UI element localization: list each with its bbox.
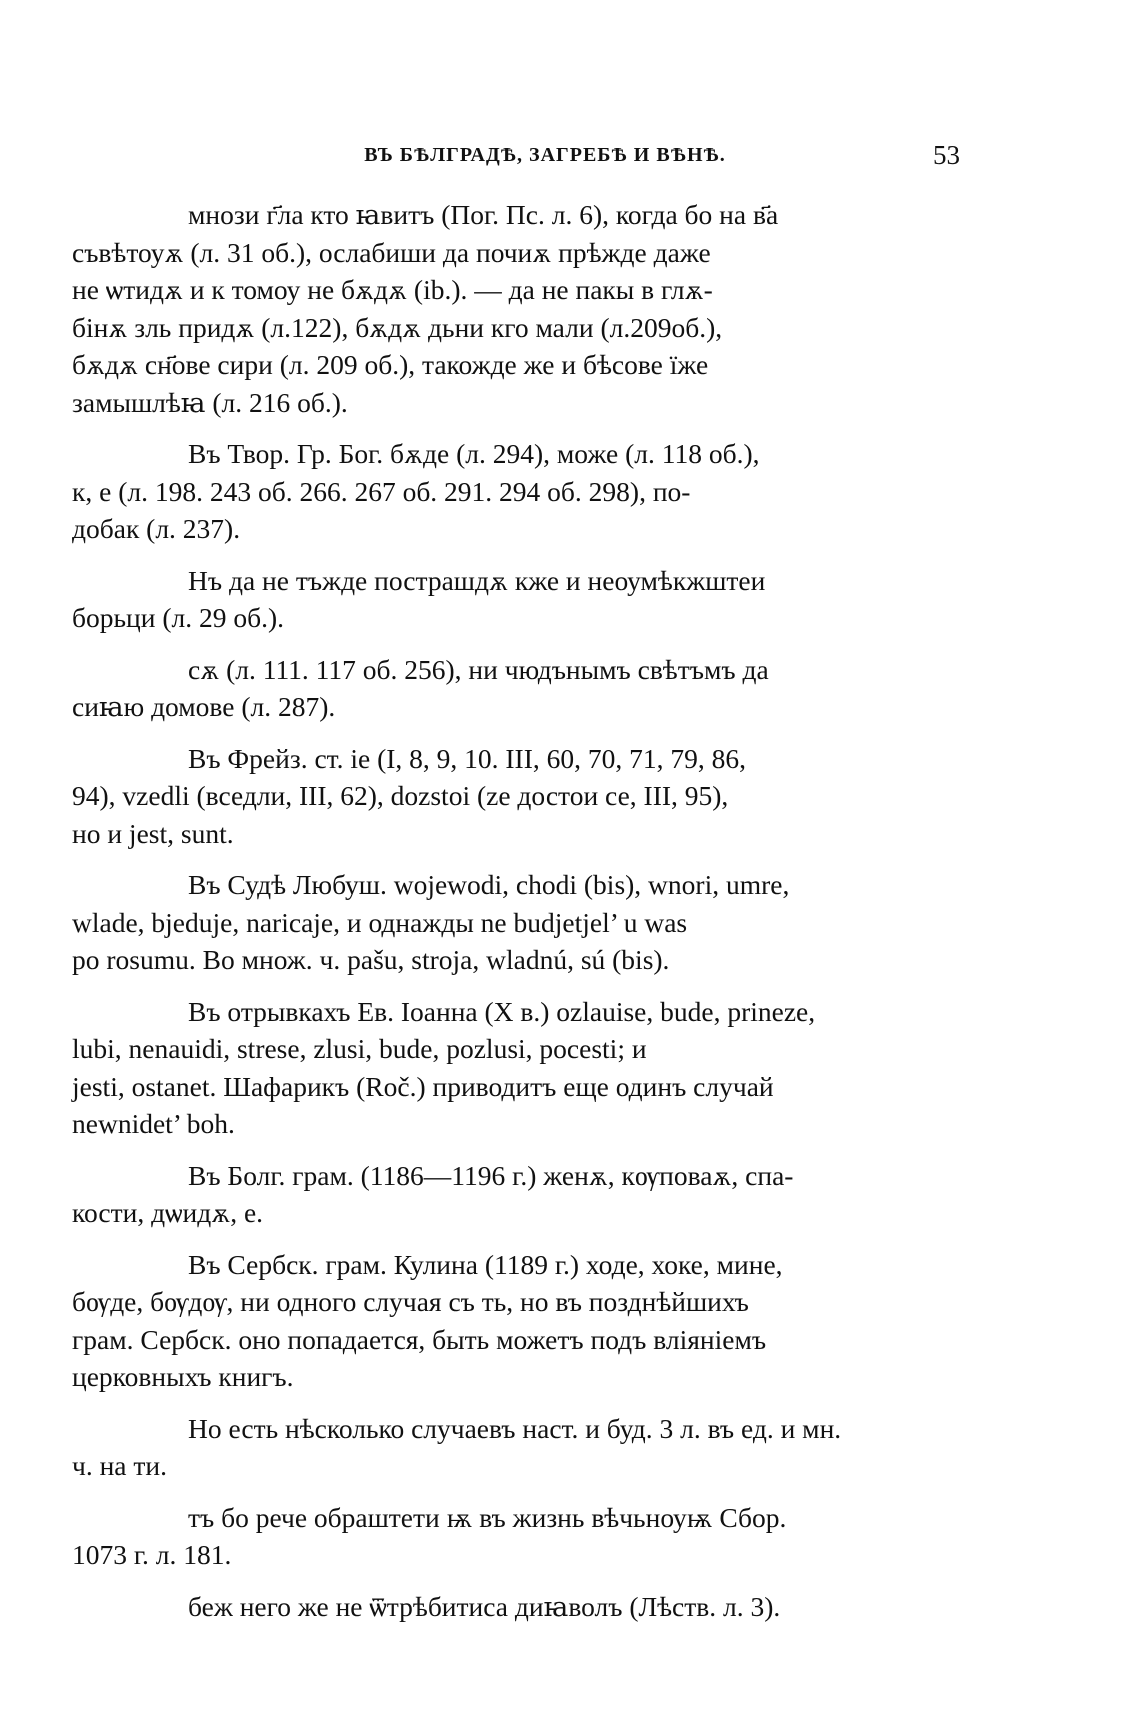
text-line: ч. на ти. [72,1450,167,1481]
text-line: борьци (л. 29 об.). [72,602,284,633]
paragraph [72,196,960,421]
text-line: церковныхъ книгъ. [72,1361,294,1392]
page-header [130,140,960,180]
page-body [72,196,960,1639]
paragraph [72,1410,960,1485]
text-line: Въ Судѣ Любуш. wojewodi, chodi (bis), wnori, umre, [188,869,790,900]
text-line: не ѡтидѫ и к томоу не бѫдѫ (ib.). — да не пакы в глѫ- [72,274,713,305]
paragraph [72,651,960,726]
paragraph [72,562,960,637]
paragraph [72,435,960,548]
text-line: кости, дѡидѫ, е. [72,1197,264,1228]
text-line: бѫдѫ сн҃ове сири (л. 209 об.), такожде же и бѣсове ïже [72,349,709,380]
text-line: jesti, ostanet. Шафарикъ (Roč.) приводитъ еще одинъ случай [72,1070,774,1102]
text-line: Въ Болг. грам. (1186—1196 г.) женѫ, кѹповаѫ, спа- [188,1159,794,1191]
paragraph [72,866,960,979]
text-line: бѹде, бѹдѹ, ни одного случая съ ть, но въ позднѣйшихъ [72,1286,749,1317]
text-line: po rosumu. Во множ. ч. pašu, stroja, wladnú, sú (bis). [72,944,670,975]
paragraph [72,1246,960,1396]
running-head: ВЪ БѢЛГРАДѢ, ЗАГРЕБѢ И ВѢНѢ. [364,144,726,166]
text-line: беж него же не ѿтрѣбитиса диꙗволъ (Лѣств. л. 3). [188,1590,781,1622]
text-line: замышлѣꙗ (л. 216 об.). [72,386,348,418]
text-line: но и jest, sunt. [72,817,234,849]
text-line: newnidet’ boh. [72,1108,235,1139]
paragraph [72,993,960,1143]
paragraph [72,1157,960,1232]
text-line: сиꙗю домове (л. 287). [72,691,336,722]
text-line: тъ бо рече обраштети ѭ въ жизнь вѣчьноуѭ Сбор. [188,1501,787,1533]
text-line: wlade, bjeduje, naricaje, и однажды ne budjetjel’ u was [72,906,688,938]
text-line: добак (л. 237). [72,513,241,544]
text-line: мнози г҃ла кто ꙗвитъ (Пог. Пс. л. 6), когда бо на в҃а [188,199,779,230]
paragraph [130,1588,960,1626]
text-line: 94), vzedli (вседли, III, 62), dozstoi (ze достои се, III, 95), [72,780,729,811]
text-line: сѫ (л. 111. 117 об. 256), ни чюдънымъ свѣтъмъ да [188,653,769,685]
page-number: 53 [933,140,960,170]
text-line: Нъ да не тъжде пострашдѫ кже и неоумѣкжштеи [188,564,766,596]
text-line: Въ Фрейз. ст. ie (I, 8, 9, 10. III, 60, 70, 71, 79, 86, [188,742,746,774]
text-line: Въ отрывкахъ Ев. Іоанна (X в.) ozlauise, bude, prineze, [188,995,816,1027]
text-line: бінѫ зль придѫ (л.122), бѫдѫ дьни кго мали (л.209об.), [72,311,723,343]
text-line: съвѣтоуѫ (л. 31 об.), ослабиши да почиѫ прѣжде даже [72,236,711,268]
text-line: к, е (л. 198. 243 об. 266. 267 об. 291. 294 об. 298), по- [72,475,691,507]
text-line: 1073 г. л. 181. [72,1539,232,1570]
text-line: Но есть нѣсколько случаевъ наст. и буд. 3 л. въ ед. и мн. [188,1412,842,1444]
text-line: Въ Твор. Гр. Бог. бѫде (л. 294), може (л. 118 об.), [188,438,760,469]
paragraph [72,1499,960,1574]
text-line: lubi, nenauidi, strese, zlusi, bude, pozlusi, pocesti; и [72,1033,647,1064]
text-line: Въ Сербск. грам. Кулина (1189 г.) ходе, хоке, мине, [188,1248,783,1280]
text-line: грам. Сербск. оно попадается, быть можетъ подъ вліяніемъ [72,1323,767,1355]
paragraph [72,740,960,853]
